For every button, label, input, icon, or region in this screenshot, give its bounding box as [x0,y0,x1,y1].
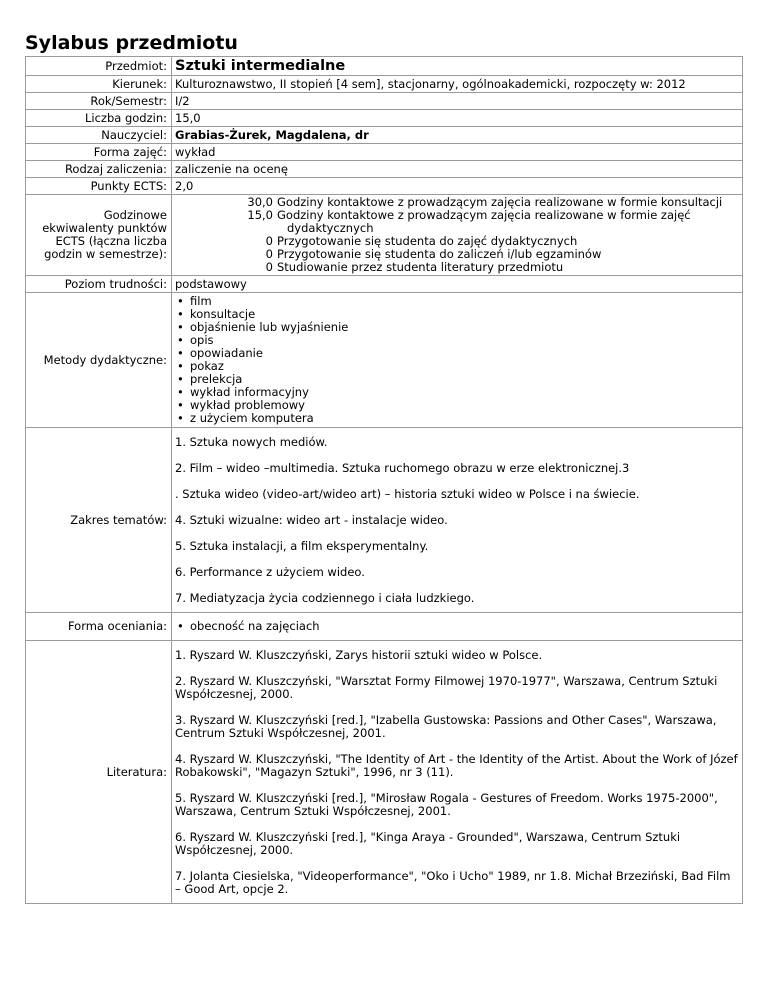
list-item-text: objaśnienie lub wyjaśnienie [190,320,349,334]
value-poziom: podstawowy [172,276,743,293]
topic-item: 2. Film – wideo –multimedia. Sztuka ruchomego obrazu w erze elektronicznej.3 [175,461,630,475]
ects-hours-description: Przygotowanie się studenta do zajęć dydaktycznych [277,234,578,248]
value-zaliczenie: zaliczenie na ocenę [172,161,743,178]
row-zakres [26,428,743,613]
bullet-icon: • [177,619,184,633]
row-poziom [26,276,743,293]
label-forma: Forma zajęć: [26,144,172,161]
row-ects [26,178,743,195]
literature-item: 5. Ryszard W. Kluszczyński [red.], "Mirosław Rogala - Gestures of Freedom. Works 1975-2000", Warszawa, Centrum Sztuki Współczesnej, 2001. [175,791,718,818]
value-ekwiwalenty [172,195,743,276]
label-zaliczenie: Rodzaj zaliczenia: [26,161,172,178]
ects-hours-row [175,261,739,274]
literature-item: 4. Ryszard W. Kluszczyński, "The Identity of Art - the Identity of the Artist. About the Work of Józef Robakowski", "Magazyn Sztuki", 1996, nr 3 (11). [175,752,738,779]
value-forma: wykład [172,144,743,161]
topic-item: 4. Sztuki wizualne: wideo art - instalacje wideo. [175,513,448,527]
bullet-icon: • [177,398,184,412]
ects-hours-value: 0 [265,234,273,248]
list-item [175,412,739,425]
value-przedmiot: Sztuki intermedialne [172,57,743,76]
label-kierunek: Kierunek: [26,76,172,93]
row-godziny [26,110,743,127]
list-item-text: pokaz [190,359,224,373]
literature-item: 1. Ryszard W. Kluszczyński, Zarys historii sztuki wideo w Polsce. [175,648,543,662]
label-ocenianie: Forma oceniania: [26,613,172,641]
label-ekwiwalenty-line: godzin w semestrze): [44,247,167,261]
list-item [175,321,739,334]
list-item-text: prelekcja [190,372,243,386]
label-przedmiot: Przedmiot: [26,57,172,76]
label-zakres: Zakres tematów: [26,428,172,613]
label-nauczyciel: Nauczyciel: [26,127,172,144]
value-rok: I/2 [172,93,743,110]
ects-hours-description: Godziny kontaktowe z prowadzącym zajęcia realizowane w formie zajęć [277,208,691,222]
ects-hours-description: Godziny kontaktowe z prowadzącym zajęcia realizowane w formie konsultacji [277,195,723,209]
ects-hours-value: 30,0 [247,195,273,209]
list-item [175,360,739,373]
row-przedmiot [26,57,743,76]
list-item-text: wykład problemowy [190,398,305,412]
list-item-text: opowiadanie [190,346,263,360]
literature-item: 3. Ryszard W. Kluszczyński [red.], "Izabella Gustowska: Passions and Other Cases", Warszawa, Centrum Sztuki Współczesnej, 2001. [175,713,717,740]
topic-item: 1. Sztuka nowych mediów. [175,435,328,449]
bullet-icon: • [177,359,184,373]
ects-hours-description: Studiowanie przez studenta literatury przedmiotu [277,260,564,274]
label-ects: Punkty ECTS: [26,178,172,195]
value-ocenianie [172,613,743,641]
bullet-icon: • [177,385,184,399]
row-literatura [26,641,743,904]
row-nauczyciel [26,127,743,144]
list-item-text: konsultacje [190,307,256,321]
label-ekwiwalenty [26,195,172,276]
row-metody [26,293,743,428]
page-title: Sylabus przedmiotu [25,32,238,54]
value-literatura [172,641,743,904]
topic-item: 5. Sztuka instalacji, a film eksperymentalny. [175,539,429,553]
row-zaliczenie [26,161,743,178]
literature-item: 2. Ryszard W. Kluszczyński, "Warsztat Formy Filmowej 1970-1977", Warszawa, Centrum Sztuki Współczesnej, 2000. [175,674,718,701]
ocenianie-list [175,620,739,633]
list-item-text: opis [190,333,214,347]
bullet-icon: • [177,411,184,425]
topic-item: 6. Performance z użyciem wideo. [175,565,365,579]
label-ekwiwalenty-line: ECTS (łączna liczba [55,234,167,248]
bullet-icon: • [177,333,184,347]
ects-hours-description-continued: dydaktycznych [287,221,374,235]
list-item [175,620,739,633]
literature-item: 6. Ryszard W. Kluszczyński [red.], "Kinga Araya - Grounded", Warszawa, Centrum Sztuki Współczesnej, 2000. [175,830,681,857]
value-godziny: 15,0 [172,110,743,127]
list-item-text: film [190,294,212,308]
label-literatura: Literatura: [26,641,172,904]
list-item [175,295,739,308]
syllabus-table [25,56,743,904]
topic-item: . Sztuka wideo (video-art/wideo art) – historia sztuki wideo w Polsce i na świecie. [175,487,640,501]
value-metody [172,293,743,428]
label-metody: Metody dydaktyczne: [26,293,172,428]
bullet-icon: • [177,346,184,360]
row-ocenianie [26,613,743,641]
row-forma [26,144,743,161]
ects-hours-value: 0 [265,260,273,274]
ects-hours-value: 15,0 [247,208,273,222]
metody-list [175,295,739,425]
value-ects: 2,0 [172,178,743,195]
ects-hours-description: Przygotowanie się studenta do zaliczeń i/lub egzaminów [277,247,602,261]
label-ekwiwalenty-line: ekwiwalenty punktów [42,221,167,235]
label-rok: Rok/Semestr: [26,93,172,110]
ects-hours-value: 0 [265,247,273,261]
label-godziny: Liczba godzin: [26,110,172,127]
list-item [175,347,739,360]
value-kierunek: Kulturoznawstwo, II stopień [4 sem], stacjonarny, ogólnoakademicki, rozpoczęty w: 2012 [172,76,743,93]
list-item-text: wykład informacyjny [190,385,309,399]
row-ekwiwalenty [26,195,743,276]
bullet-icon: • [177,320,184,334]
topic-item: 7. Mediatyzacja życia codziennego i ciała ludzkiego. [175,591,475,605]
ects-hours-row [175,209,739,222]
label-ekwiwalenty-line: Godzinowe [103,208,167,222]
row-kierunek [26,76,743,93]
value-nauczyciel: Grabias-Żurek, Magdalena, dr [172,127,743,144]
list-item-text: obecność na zajęciach [190,619,320,633]
list-item-text: z użyciem komputera [190,411,314,425]
bullet-icon: • [177,307,184,321]
bullet-icon: • [177,294,184,308]
label-poziom: Poziom trudności: [26,276,172,293]
literature-item: 7. Jolanta Ciesielska, "Videoperformance", "Oko i Ucho" 1989, nr 1.8. Michał Brzeziński, Bad Film – Good Art, opcje 2. [175,869,731,896]
row-rok [26,93,743,110]
value-zakres [172,428,743,613]
bullet-icon: • [177,372,184,386]
